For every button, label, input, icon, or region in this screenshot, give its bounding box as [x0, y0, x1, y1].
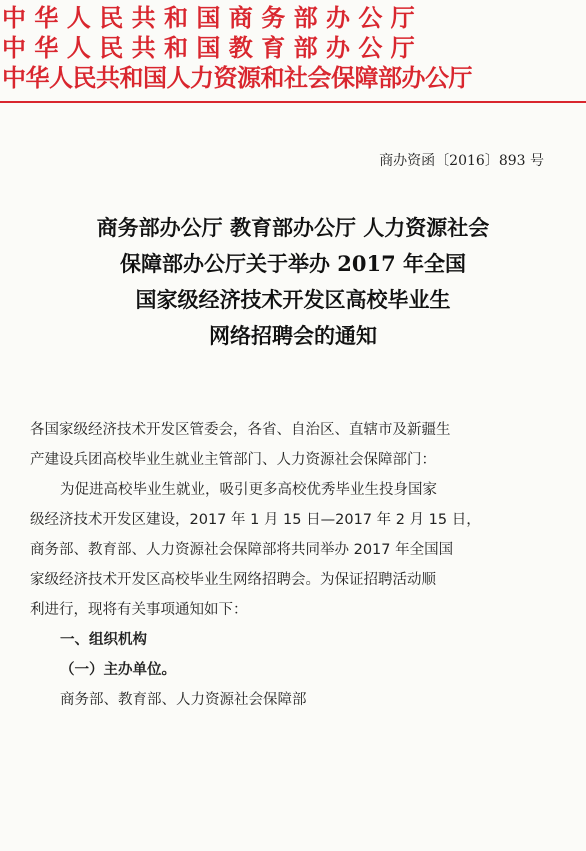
title-line: 网络招聘会的通知 — [209, 323, 377, 348]
subsection-heading: （一）主办单位。 — [60, 662, 176, 678]
paragraph-line: 为促进高校毕业生就业，吸引更多高校优秀毕业生投身国家 — [60, 482, 437, 498]
document-number: 商办资函〔2016〕893 号 — [379, 153, 544, 169]
title-line: 保障部办公厅关于举办 2017 年全国 — [119, 251, 467, 276]
letterhead-line-hr: 中华人民共和国人力资源和社会保障部办公厅 — [2, 63, 472, 92]
title-line: 商务部办公厅 教育部办公厅 人力资源社会 — [96, 215, 490, 240]
addressee-line: 产建设兵团高校毕业生就业主管部门、人力资源社会保障部门： — [30, 452, 436, 468]
section-heading: 一、组织机构 — [60, 632, 147, 648]
paragraph-line: 商务部、教育部、人力资源社会保障部将共同举办 2017 年全国国 — [30, 542, 454, 558]
paragraph-line: 利进行，现将有关事项通知如下： — [30, 602, 248, 618]
addressee-line: 各国家级经济技术开发区管委会，各省、自治区、直辖市及新疆生 — [30, 422, 451, 438]
document-title — [0, 210, 586, 354]
title-line: 国家级经济技术开发区高校毕业生 — [135, 287, 451, 312]
letterhead-line-commerce: 中华人民共和国商务部办公厅 — [2, 3, 424, 32]
letterhead-red-rule — [0, 101, 586, 103]
paragraph-line: 家级经济技术开发区高校毕业生网络招聘会。为保证招聘活动顺 — [30, 572, 436, 588]
paragraph-line: 级经济技术开发区建设，2017 年 1 月 15 日—2017 年 2 月 15 日， — [30, 512, 481, 528]
document-body — [30, 415, 550, 715]
letterhead-line-education: 中华人民共和国教育部办公厅 — [2, 33, 424, 62]
paragraph-line: 商务部、教育部、人力资源社会保障部 — [60, 692, 307, 708]
